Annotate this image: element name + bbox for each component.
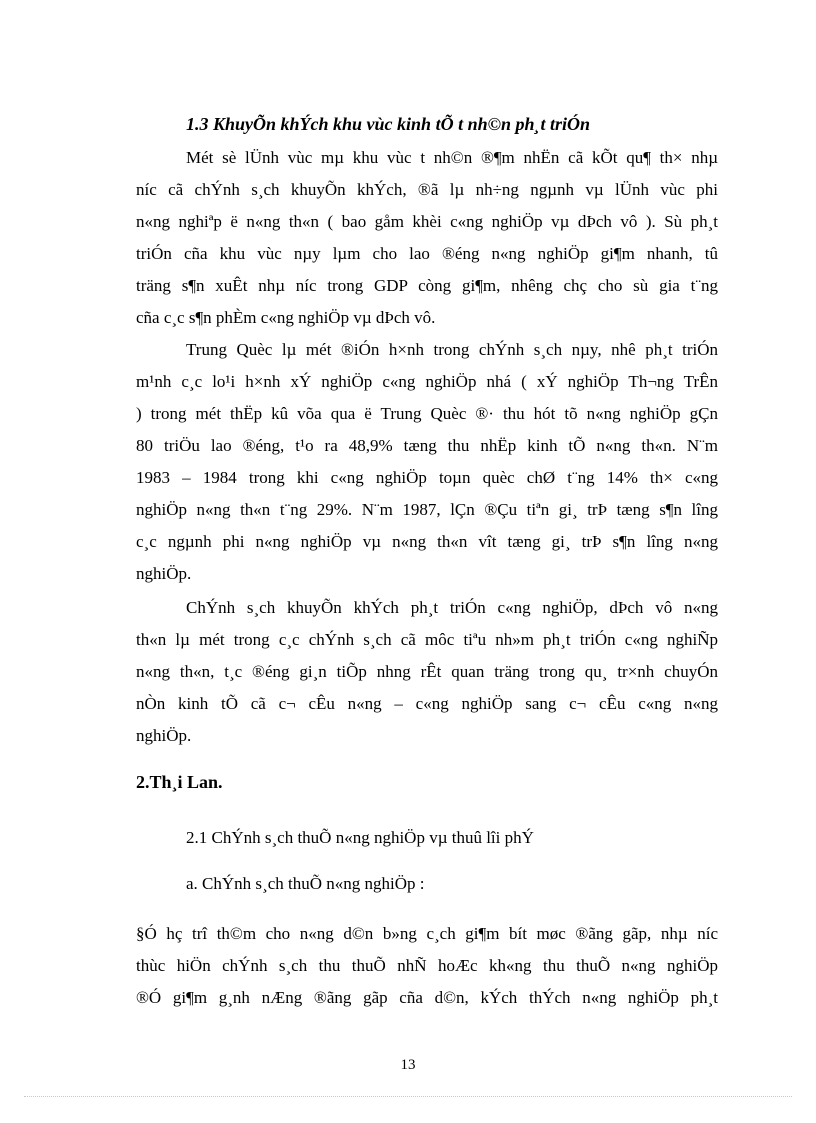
paragraph-line: th«n lµ mét trong c¸c chÝnh s¸ch cã môc tiªu nh»m ph¸t triÓn c«ng nghiÑp [136,630,718,649]
subsection-heading-2-1: 2.1 ChÝnh s¸ch thuÕ n«ng nghiÖp vµ thuû lîi phÝ [186,828,534,847]
paragraph-line: cña c¸c s¶n phÈm c«ng nghiÖp vµ dÞch vô. [136,308,436,327]
paragraph-line: ChÝnh s¸ch khuyÕn khÝch ph¸t triÓn c«ng nghiÖp, dÞch vô n«ng [186,598,718,617]
page-number: 13 [400,1057,416,1073]
paragraph-3 [136,592,718,752]
section-heading-1-3: 1.3 KhuyÕn khÝch khu vùc kinh tÕ t nh©n ph¸t triÓn [186,114,591,134]
paragraph-line: nghiÖp. [136,564,192,583]
paragraph-line: Trung Quèc lµ mét ®iÓn h×nh trong chÝnh s¸ch nµy, nhê ph¸t triÓn [186,340,718,359]
paragraph-line: §Ó hç trî th©m cho n«ng d©n b»ng c¸ch gi¶m bít møc ®ãng gãp, nhµ níc [136,924,718,943]
page-bottom-divider [24,1096,792,1097]
paragraph-4 [136,918,718,1014]
subsection-heading-2-1-a: a. ChÝnh s¸ch thuÕ n«ng nghiÖp : [186,874,425,893]
paragraph-line: n«ng nghiªp ë n«ng th«n ( bao gåm khèi c«ng nghiÖp vµ dÞch vô ). Sù ph¸t [136,212,718,231]
section-heading-2: 2.Th¸i Lan. [136,772,223,792]
paragraph-line: triÓn cña khu vùc nµy lµm cho lao ®éng n«ng nghiÖp gi¶m nhanh, tû [136,244,718,263]
paragraph-line: n«ng th«n, t¸c ®éng gi¸n tiÕp nhng rÊt quan träng trong qu¸ tr×nh chuyÓn [136,662,718,681]
paragraph-line: nghiÖp n«ng th«n t¨ng 29%. N¨m 1987, lÇn ®Çu tiªn gi¸ trÞ tæng s¶n lîng [136,500,718,519]
paragraph-line: m¹nh c¸c lo¹i h×nh xÝ nghiÖp c«ng nghiÖp nhá ( xÝ nghiÖp Th¬ng TrÊn [136,372,718,391]
paragraph-line: nghiÖp. [136,726,192,745]
paragraph-line: ) trong mét thËp kû võa qua ë Trung Quèc ®· thu hót tõ n«ng nghiÖp gÇn [136,404,718,423]
paragraph-line: c¸c ngµnh phi n«ng nghiÖp vµ n«ng th«n vît tæng gi¸ trÞ s¶n lîng n«ng [136,532,718,551]
paragraph-2 [136,334,718,590]
paragraph-line: níc cã chÝnh s¸ch khuyÕn khÝch, ®ã lµ nh÷ng ngµnh vµ lÜnh vùc phi [136,180,718,199]
paragraph-line: 80 triÖu lao ®éng, t¹o ra 48,9% tæng thu nhËp kinh tÕ n«ng th«n. N¨m [136,436,718,455]
paragraph-line: träng s¶n xuÊt nhµ níc trong GDP còng gi¶m, nhêng chç cho sù gia t¨ng [136,276,718,295]
paragraph-1 [136,142,718,334]
paragraph-line: nÒn kinh tÕ cã c¬ cÊu n«ng – c«ng nghiÖp sang c¬ cÊu c«ng n«ng [136,694,718,713]
paragraph-line: thùc hiÖn chÝnh s¸ch thu thuÕ nhÑ hoÆc kh«ng thu thuÕ n«ng nghiÖp [136,956,718,975]
paragraph-line: Mét sè lÜnh vùc mµ khu vùc t nh©n ®¶m nhËn cã kÕt qu¶ th× nhµ [186,148,718,167]
paragraph-line: 1983 – 1984 trong khi c«ng nghiÖp toµn quèc chØ t¨ng 14% th× c«ng [136,468,718,487]
paragraph-line: ®Ó gi¶m g¸nh nÆng ®ãng gãp cña d©n, kÝch thÝch n«ng nghiÖp ph¸t [136,988,718,1007]
